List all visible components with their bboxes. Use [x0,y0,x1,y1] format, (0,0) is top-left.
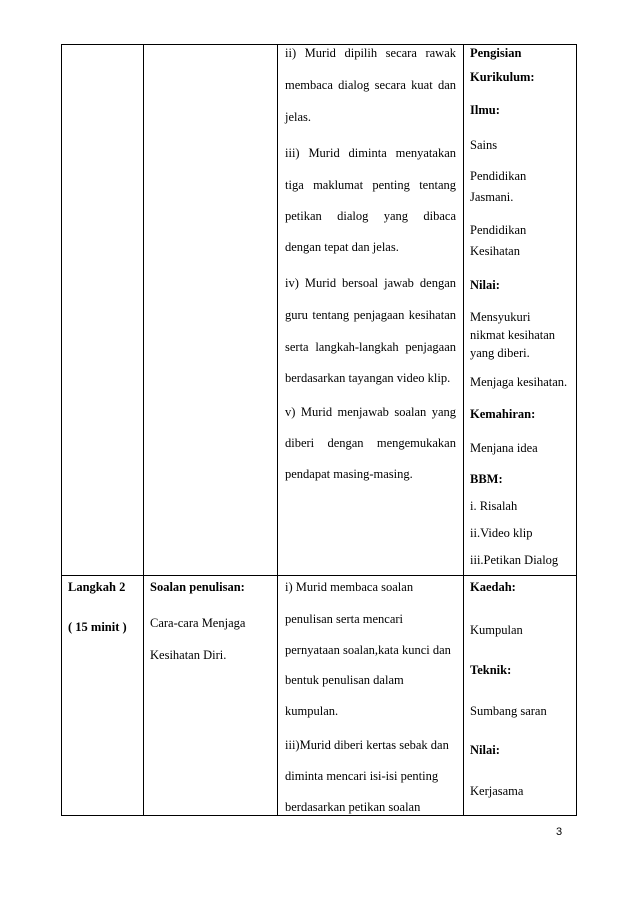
ilmu-pj-line-1: Pendidikan [470,169,527,183]
activity2-i-line-2: penulisan serta mencari [285,612,404,626]
nilai-kerjasama: Kerjasama [470,784,524,798]
table-bottom-border [61,815,576,816]
heading-nilai: Nilai: [470,278,500,292]
ilmu-sains: Sains [470,138,498,152]
activity-iv-line-1: iv) Murid bersoal jawab dengan [285,276,456,290]
heading-bbm: BBM: [470,472,503,486]
heading-kemahiran: Kemahiran: [470,407,536,421]
activity-ii-line-2: membaca dialog secara kuat dan [285,78,456,92]
activity2-i-line-1: i) Murid membaca soalan [285,580,414,594]
table-left-border [61,44,62,816]
nilai-mensyukuri-line-2: nikmat kesihatan [470,328,556,342]
activity-iv-line-3: serta langkah-langkah penjagaan [285,340,456,354]
activity-v-line-3: pendapat masing-masing. [285,467,413,481]
activity-iii-line-4: dengan tepat dan jelas. [285,240,399,254]
heading-ilmu: Ilmu: [470,103,500,117]
activity-ii-line-1: ii) Murid dipilih secara rawak [285,46,456,60]
page-number: 3 [556,826,563,838]
activity-iii-line-3: petikan dialog yang dibaca [285,209,456,223]
heading-pengisian: Pengisian [470,46,522,60]
row-divider [61,575,576,576]
isi-cara-line-1: Cara-cara Menjaga [150,616,246,630]
isi-soalan-penulisan: Soalan penulisan: [150,580,245,594]
nilai-mensyukuri-line-3: yang diberi. [470,346,530,360]
langkah-masa: ( 15 minit ) [68,620,127,634]
column-divider-1 [143,44,144,816]
activity-v-line-2: diberi dengan mengemukakan [285,436,456,450]
ilmu-pj-line-2: Jasmani. [470,190,514,204]
activity2-i-line-5: kumpulan. [285,704,339,718]
bbm-petikan: iii.Petikan Dialog [470,553,559,567]
heading-kurikulum: Kurikulum: [470,70,535,84]
nilai-mensyukuri-line-1: Mensyukuri [470,310,531,324]
heading-teknik: Teknik: [470,663,512,677]
activity2-iii-line-2: diminta mencari isi-isi penting [285,769,439,783]
kemahiran-menjana: Menjana idea [470,441,538,455]
column-divider-2 [277,44,278,816]
kaedah-kumpulan: Kumpulan [470,623,523,637]
activity-v-line-1: v) Murid menjawab soalan yang [285,405,456,419]
heading-kaedah: Kaedah: [470,580,516,594]
teknik-sumbang-saran: Sumbang saran [470,704,547,718]
langkah-label: Langkah 2 [68,580,126,594]
activity2-iii-line-3: berdasarkan petikan soalan [285,800,421,814]
ilmu-pk-line-1: Pendidikan [470,223,527,237]
ilmu-pk-line-2: Kesihatan [470,244,520,258]
activity-ii-line-3: jelas. [285,110,312,124]
bbm-video: ii.Video klip [470,526,533,540]
table-right-border [576,44,577,816]
activity-iii-line-1: iii) Murid diminta menyatakan [285,146,456,160]
activity2-i-line-3: pernyataan soalan,kata kunci dan [285,643,451,657]
bbm-risalah: i. Risalah [470,499,518,513]
isi-cara-line-2: Kesihatan Diri. [150,648,227,662]
nilai-menjaga: Menjaga kesihatan. [470,375,568,389]
activity-iv-line-4: berdasarkan tayangan video klip. [285,371,451,385]
heading-nilai-2: Nilai: [470,743,500,757]
activity-iii-line-2: tiga maklumat penting tentang [285,178,456,192]
activity2-i-line-4: bentuk penulisan dalam [285,673,404,687]
column-divider-3 [463,44,464,816]
activity-iv-line-2: guru tentang penjagaan kesihatan [285,308,456,322]
activity2-iii-line-1: iii)Murid diberi kertas sebak dan [285,738,449,752]
table-top-border [61,44,576,45]
